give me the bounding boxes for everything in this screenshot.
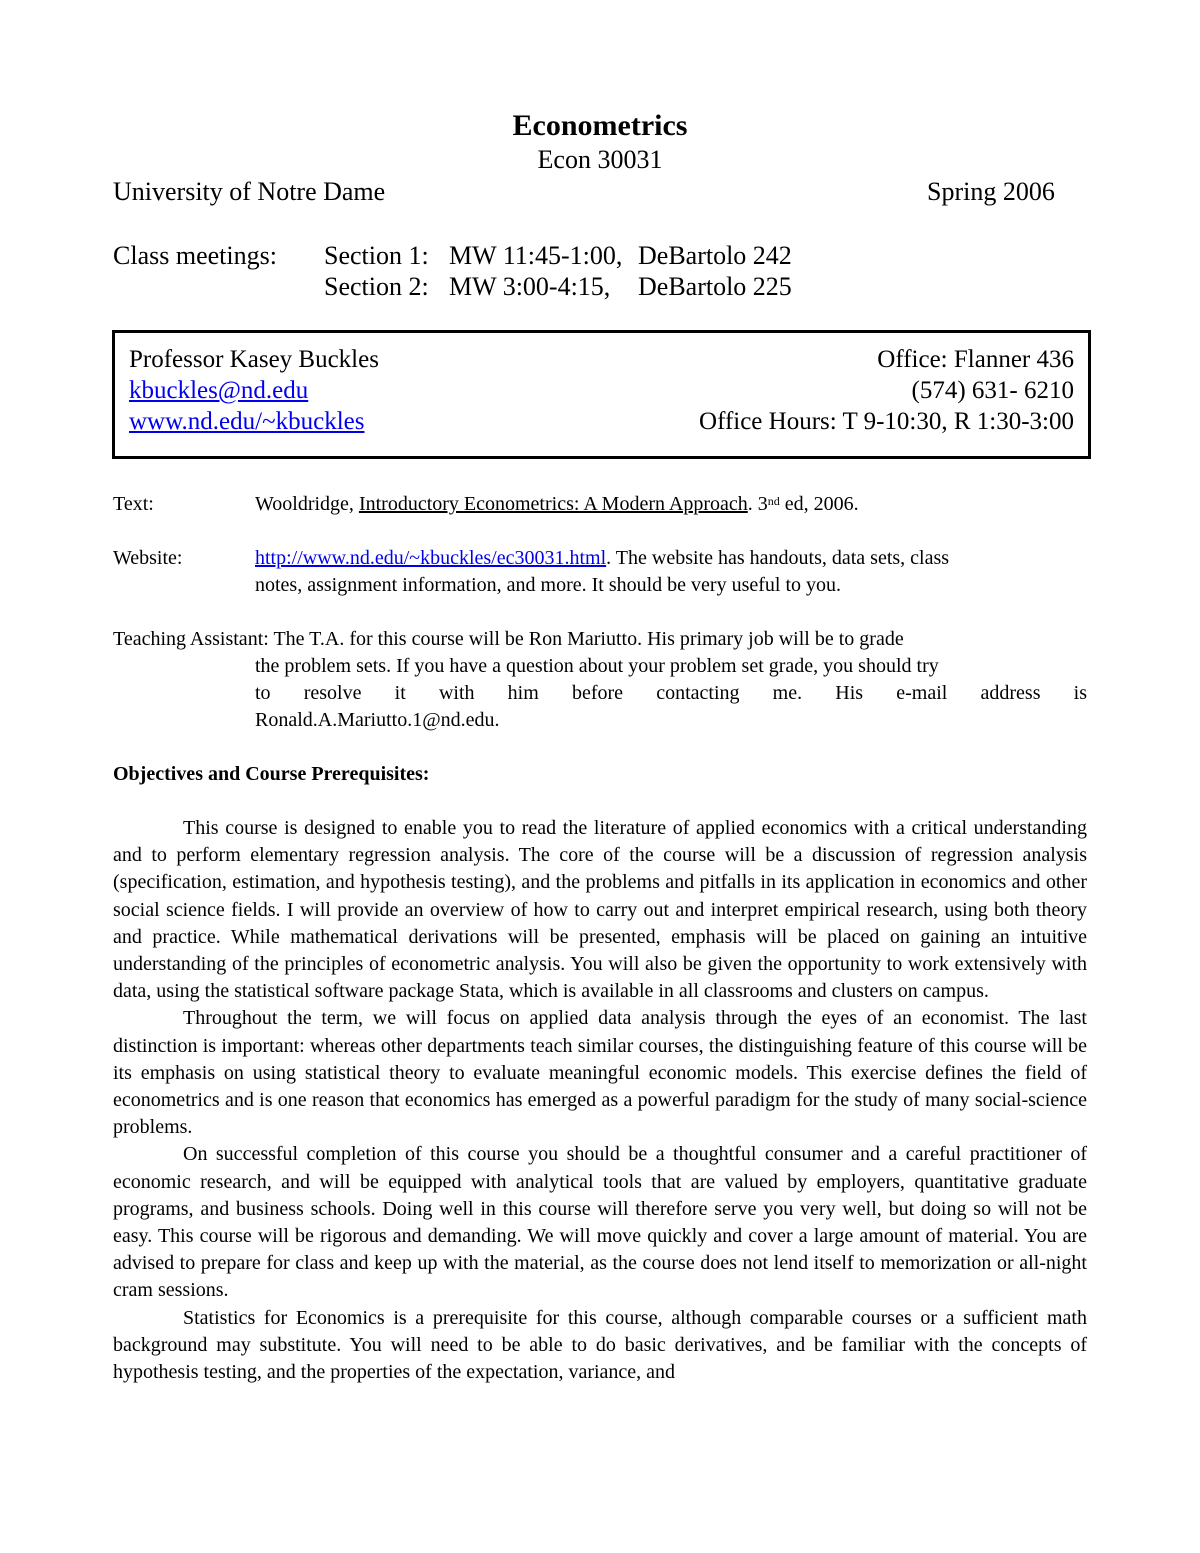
university-name: University of Notre Dame (113, 177, 386, 206)
section-2-name: Section 2: (324, 272, 429, 301)
objectives-paragraph-1: This course is designed to enable you to read the literature of applied economics with a critical understanding and to perform elementary regression analysis. The core of the course will be a discussion of regression analysis (specification, estimation, and hypothesis testing), and the problems and pitfalls in its application in economics and other social science fields. I will provide an overview of how to carry out and interpret empirical research, using both theory and practice. While mathematical derivations will be presented, emphasis will be placed on gaining an intuitive understanding of the principles of econometric analysis. You will also be given the opportunity to work extensively with data, using the statistical software package Stata, which is available in all classrooms and clusters on campus. (113, 817, 1087, 1003)
section-2-room: DeBartolo 225 (638, 272, 792, 301)
objectives-paragraph-3: On successful completion of this course you should be a thoughtful consumer and a careful practitioner of economic research, and will be equipped with analytical tools that are valued by employers, quantitative graduate programs, and business schools. Doing well in this course will therefore serve you very well, but doing so will not be easy. This course will be rigorous and demanding. We will move quickly and cover a large amount of material. You are advised to prepare for class and keep up with the material, as the course does not lend itself to memorization or all-night cram sessions. (113, 1143, 1087, 1302)
text-edition-rest: ed, 2006. (779, 493, 859, 515)
text-value (255, 491, 859, 518)
section-1-name: Section 1: (324, 241, 429, 270)
ta-line-1: Teaching Assistant: The T.A. for this course will be Ron Mariutto. His primary job will be to grade (113, 628, 904, 650)
website-label: Website: (113, 547, 183, 569)
website-line-1-rest: . The website has handouts, data sets, class (606, 547, 950, 569)
section-2-time: MW 3:00-4:15, (449, 272, 611, 301)
professor-homepage-link[interactable]: www.nd.edu/~kbuckles (129, 408, 365, 435)
website-line-1 (255, 545, 949, 572)
text-after-title: . 3 (747, 493, 768, 515)
objectives-paragraph-4: Statistics for Economics is a prerequisite for this course, although comparable courses or a sufficient math background may substitute. You will need to be able to do basic derivatives, and be familiar with the concepts of hypothesis testing, and the properties of the expectation, variance, and (113, 1306, 1087, 1384)
professor-office: Office: Flanner 436 (877, 346, 1074, 373)
text-book-title: Introductory Econometrics: A Modern Approach (358, 493, 748, 515)
course-code: Econ 30031 (537, 145, 663, 174)
ta-line-2: the problem sets. If you have a question about your problem set grade, you should try (255, 655, 939, 677)
objectives-heading: Objectives and Course Prerequisites: (113, 763, 430, 785)
ta-line-3: to resolve it with him before contacting me. His e-mail address is (255, 682, 1087, 704)
term: Spring 2006 (927, 177, 1055, 206)
text-author: Wooldridge, (255, 493, 354, 515)
professor-name: Professor Kasey Buckles (129, 346, 379, 373)
section-1-room: DeBartolo 242 (638, 241, 792, 270)
professor-phone: (574) 631- 6210 (911, 377, 1074, 404)
text-label: Text: (113, 493, 154, 515)
professor-info-box (112, 330, 1091, 459)
professor-email-link[interactable]: kbuckles@nd.edu (129, 377, 309, 404)
professor-office-hours: Office Hours: T 9-10:30, R 1:30-3:00 (699, 408, 1074, 435)
section-1-time: MW 11:45-1:00, (449, 241, 623, 270)
website-line-2: notes, assignment information, and more. It should be very useful to you. (255, 574, 842, 596)
text-edition-sup: nd (767, 494, 780, 508)
objectives-paragraph-2: Throughout the term, we will focus on applied data analysis through the eyes of an economist. The last distinction is important: whereas other departments teach similar courses, the distinguishing feature of this course will be its emphasis on using statistical theory to evaluate meaningful economic models. This exercise defines the field of econometrics and is one reason that economics has emerged as a powerful paradigm for the study of many social-science problems. (113, 1007, 1087, 1139)
ta-line-4: Ronald.A.Mariutto.1@nd.edu. (255, 709, 500, 731)
course-website-link[interactable]: http://www.nd.edu/~kbuckles/ec30031.html (255, 547, 607, 569)
meetings-label: Class meetings: (113, 241, 277, 270)
objectives-body (113, 815, 1087, 1386)
course-title: Econometrics (512, 109, 688, 142)
